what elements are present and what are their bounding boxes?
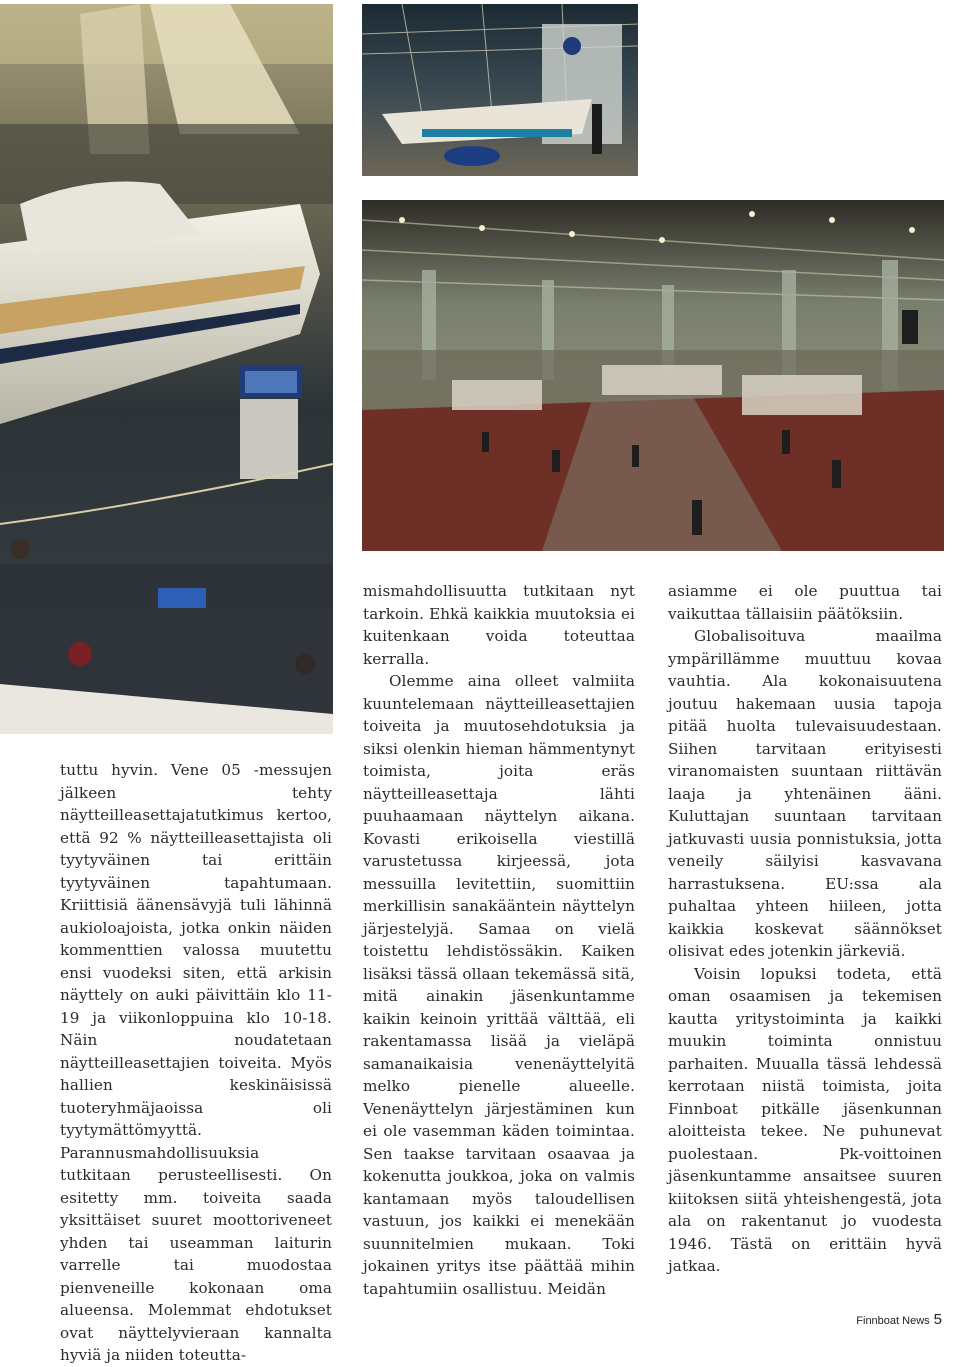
paragraph: asiamme ei ole puuttua tai vaikuttaa tällaisiin päätöksiin. bbox=[668, 582, 942, 623]
article-column-3 bbox=[668, 580, 942, 1278]
boat-show-sailboat-photo bbox=[0, 4, 333, 734]
paragraph: Globalisoituva maailma ympärillämme muuttuu kovaa vauhtia. Ala kokonaisuutena joutuu hakemaan uusia tapoja pitää huolta tulevaisuudestaan. Siihen tarvitaan erityisesti viranomaisten suuntaan riittävän laaja ja yhtenäinen ääni. Kuluttajan suuntaan tarvitaan jatkuvasti uusia ponnistuksia, jotta veneily säilyisi kasvavana harrastuksena. EU:ssa ala puhaltaa yhteen hiileen, jotta kaikkia koskevat säännökset olisivat edes jotenkin järkeviä. bbox=[668, 627, 942, 960]
page-number: 5 bbox=[933, 1311, 942, 1328]
exhibition-hall-photo bbox=[362, 200, 944, 551]
paragraph: Voisin lopuksi todeta, että oman osaamisen ja tekemisen kautta yritystoiminta ja kaikki muukin toiminta onnistuu parhaiten. Muualla tässä lehdessä kerrotaan niistä toimista, joita Finnboat pitkälle jäsenkunnan aloitteista tekee. Ne puhunevat puolestaan. Pk-voittoinen jäsenkuntamme ansaitsee suuren kiitoksen siitä yhteishengestä, jota ala on rakentanut jo vuodesta 1946. Tästä on erittäin hyvä jatkaa. bbox=[668, 964, 942, 1275]
page-footer bbox=[856, 1311, 942, 1329]
paragraph: mismahdollisuutta tutkitaan nyt tarkoin. Ehkä kaikkia muutoksia ei kuitenkaan voida toteuttaa kerralla. bbox=[363, 582, 635, 668]
publication-name: Finnboat News bbox=[856, 1315, 930, 1327]
boat-show-stand-photo bbox=[362, 4, 638, 176]
article-column-2 bbox=[363, 580, 635, 1300]
paragraph: tuttu hyvin. Vene 05 -messujen jälkeen tehty näytteilleasettajatutkimus kertoo, että 92 % näytteilleasettajista oli tyytyväinen tai erittäin tyytyväinen tapahtumaan. Kriittisiä äänensävyjä tuli lähinnä aukioloajoista, jotka onkin näiden kommenttien valossa muutettu ensi vuodeksi siten, että arkisin näyttely on auki päivittäin klo 11-19 ja viikonloppuina klo 10-18. Näin noudatetaan näytteilleasettajien toiveita. Myös hallien keskinäisissä tuoteryhmäjaoissa oli tyytymättömyyttä. Parannusmahdollisuuksia tutkitaan perusteellisesti. On esitetty mm. toiveita saada yksittäiset suuret moottoriveneet yhden tai useamman laiturin varrelle tai muodostaa pienveneille kokonaan oma alueensa. Molemmat ehdotukset ovat näyttelyvieraan kannalta hyviä ja niiden toteutta- bbox=[60, 761, 332, 1364]
paragraph: Olemme aina olleet valmiita kuuntelemaan näytteilleasettajien toiveita ja muutosehdotuksia ja siksi olenkin hieman hämmentynyt toimista, joita eräs näytteilleasettaja lähti puuhaamaan näyttelyn aikana. Kovasti erikoisella viestillä varustetussa kirjeessä, jota messuilla levitettiin, suomittiin merkillisin sanakääntein näyttelyn järjestelyjä. Samaa on vielä toistettu lehdistössäkin. Kaiken lisäksi tässä ollaan tekemässä sitä, mitä ainakin jäsenkuntamme kaikin keinoin yrittää välttää, eli rakentamassa lisää ja vieläpä samanaikaisia venenäyttelyitä melko pienelle alueelle. Venenäyttelyn järjestäminen kun ei ole vasemman käden toimintaa. Sen taakse tarvitaan osaavaa ja kokenutta joukkoa, joka on valmis kantamaan myös taloudellisen vastuun, jos kaikki ei menekään suunnitelmien mukaan. Toki jokainen yritys itse päättää mihin tapahtumiin osallistuu. Meidän bbox=[363, 672, 635, 1298]
article-column-1 bbox=[60, 759, 332, 1367]
